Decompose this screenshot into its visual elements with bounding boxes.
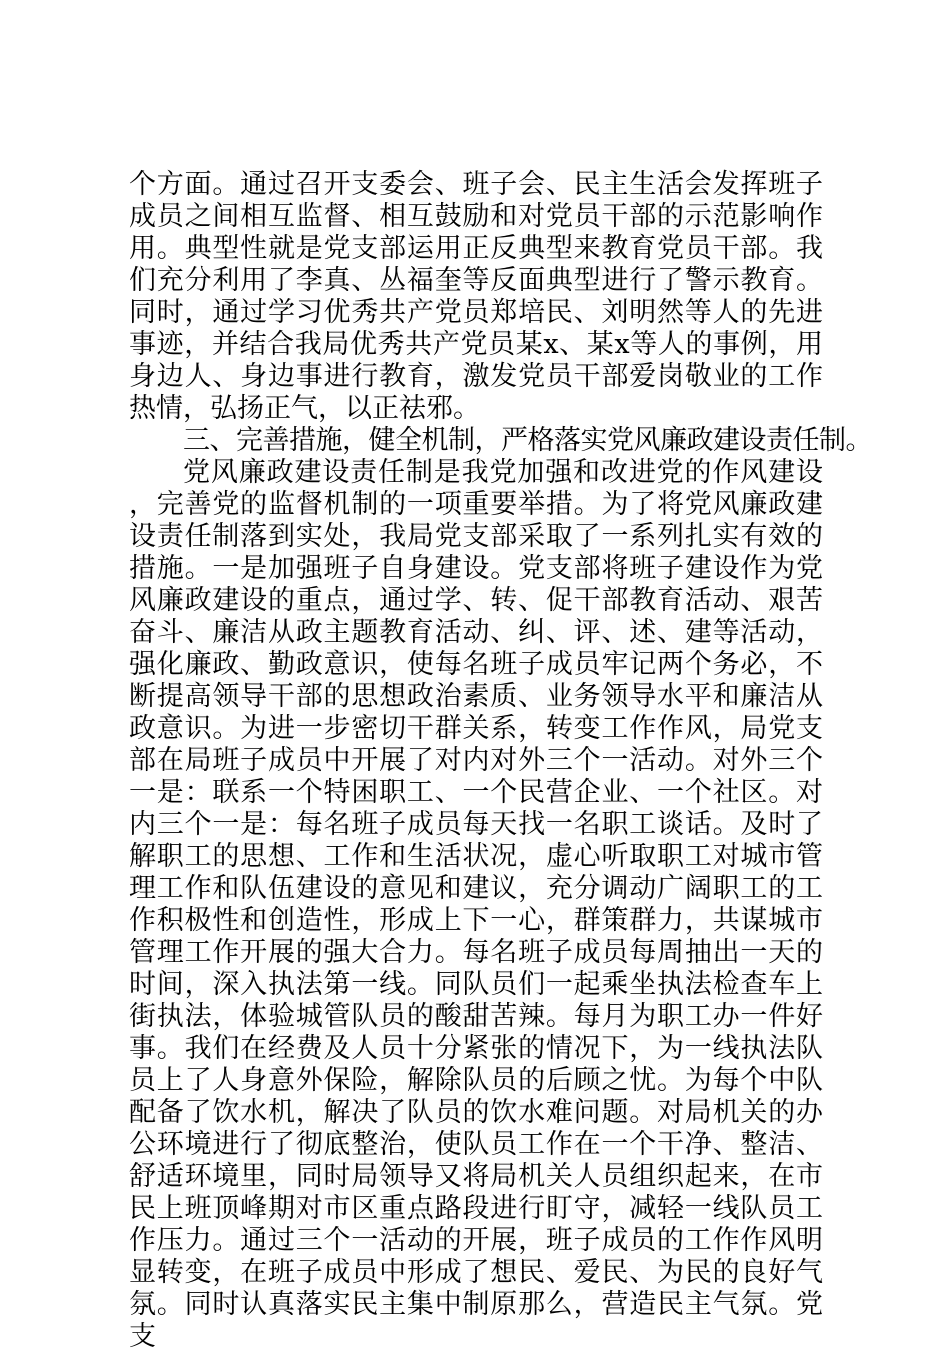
document-body xyxy=(129,169,872,1353)
paragraph-continuation: 个方面。通过召开支委会、班子会、民主生活会发挥班子成员之间相互监督、相互鼓励和对党员干部的示范影响作用。典型性就是党支部运用正反典型来教育党员干部。我们充分利用了李真、丛福奎等反面典型进行了警示教育。同时，通过学习优秀共产党员郑培民、刘明然等人的先进事迹，并结合我局优秀共产党员某x、某x等人的事例，用身边人、身边事进行教育，激发党员干部爱岗敬业的工作热情，弘扬正气，以正祛邪。 xyxy=(129,169,823,424)
section-heading-three: 三、完善措施，健全机制，严格落实党风廉政建设责任制。 xyxy=(183,425,872,456)
paragraph-responsibility-system: 党风廉政建设责任制是我党加强和改进党的作风建设，完善党的监督机制的一项重要举措。为了将党风廉政建设责任制落到实处，我局党支部采取了一系列扎实有效的措施。一是加强班子自身建设。党支部将班子建设作为党风廉政建设的重点，通过学、转、促干部教育活动、艰苦奋斗、廉洁从政主题教育活动、纠、评、述、建等活动，强化廉政、勤政意识，使每名班子成员牢记两个务必，不断提高领导干部的思想政治素质、业务领导水平和廉洁从政意识。为进一步密切干群关系，转变工作作风，局党支部在局班子成员中开展了对内对外三个一活动。对外三个一是：联系一个特困职工、一个民营企业、一个社区。对内三个一是：每名班子成员每天找一名职工谈话。及时了解职工的思想、工作和生活状况，虚心听取职工对城市管理工作和队伍建设的意见和建议，充分调动广阔职工的工作积极性和创造性，形成上下一心，群策群力，共谋城市管理工作开展的强大合力。每名班子成员每周抽出一天的时间，深入执法第一线。同队员们一起乘坐执法检查车上街执法，体验城管队员的酸甜苦辣。每月为职工办一件好事。我们在经费及人员十分紧张的情况下，为一线执法队员上了人身意外保险，解除队员的后顾之忧。为每个中队配备了饮水机，解决了队员的饮水难问题。对局机关的办公环境进行了彻底整治，使队员工作在一个干净、整洁、舒适环境里，同时局领导又将局机关人员组织起来，在市民上班顶峰期对市区重点路段进行盯守，减轻一线队员工作压力。通过三个一活动的开展，班子成员的工作作风明显转变，在班子成员中形成了想民、爱民、为民的良好气氛。同时认真落实民主集中制原那么，营造民主气氛。党支 xyxy=(129,457,823,1352)
